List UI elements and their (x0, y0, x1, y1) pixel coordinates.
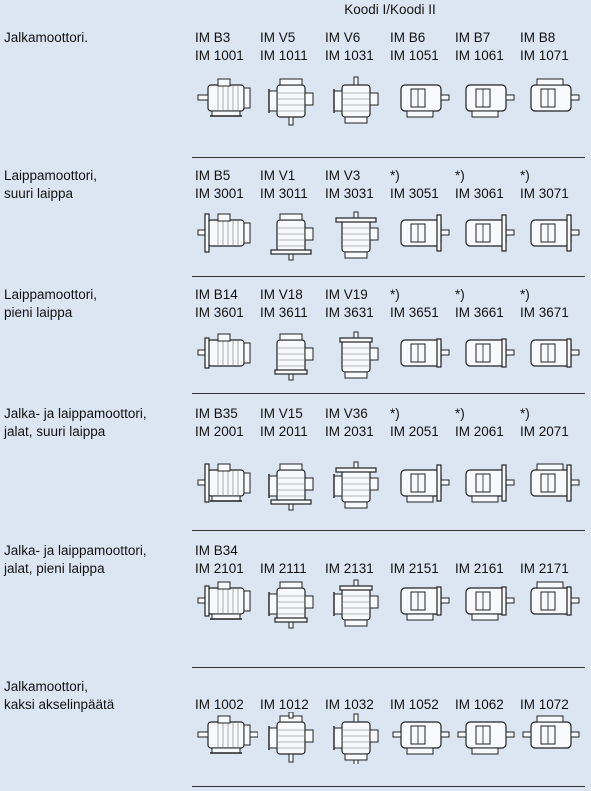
code-cell (260, 678, 326, 714)
code-i (195, 678, 261, 696)
small-flange-motor-icon (454, 330, 518, 382)
row-label (4, 286, 190, 322)
code-ii: IM 2131 (325, 561, 374, 576)
small-flange-motor-icon (389, 330, 453, 382)
code-i (325, 542, 391, 560)
code-i: *) (390, 406, 400, 421)
row-label-line: Jalka- ja laippamoottori, (4, 406, 147, 421)
code-cell (455, 678, 521, 714)
code-i: IM V6 (325, 30, 361, 45)
code-cell (455, 405, 521, 441)
row-divider (192, 276, 585, 277)
foot-side-mounted-motor-icon (454, 75, 518, 127)
row-label-line: jalat, pieni laippa (4, 561, 105, 576)
double-shaft-motor-icon (389, 712, 453, 764)
foot-large-flange-motor-icon (454, 460, 518, 512)
small-flange-horizontal-motor-icon (194, 330, 258, 382)
code-i: *) (390, 287, 400, 302)
code-ii: IM 3611 (260, 305, 308, 320)
double-shaft-motor-icon (519, 712, 583, 764)
code-i: IM V15 (260, 406, 303, 421)
code-i: IM V3 (325, 168, 361, 183)
code-ii: IM 1001 (195, 48, 244, 63)
code-ii: IM 1052 (390, 697, 439, 712)
large-flange-motor-icon (519, 210, 583, 262)
large-flange-motor-icon (389, 210, 453, 262)
code-ii: IM 2071 (520, 424, 569, 439)
code-i: IM B5 (195, 168, 231, 183)
code-cell (520, 542, 586, 578)
code-cell (260, 286, 326, 322)
code-ii: IM 1051 (390, 48, 439, 63)
double-shaft-vertical-down-motor-icon (259, 712, 323, 764)
code-i (325, 678, 391, 696)
code-cell (455, 286, 521, 322)
code-ii: IM 3601 (195, 305, 244, 320)
code-cell (195, 405, 261, 441)
code-ii: IM 1061 (455, 48, 504, 63)
code-i (260, 678, 326, 696)
code-i: IM B34 (195, 543, 238, 558)
large-flange-vertical-up-motor-icon (324, 210, 388, 262)
code-ii: IM 2031 (325, 424, 374, 439)
code-cell (455, 542, 521, 578)
code-ii: IM 1072 (520, 697, 569, 712)
code-cell (260, 29, 326, 65)
code-cell (520, 678, 586, 714)
code-ii: IM 2171 (520, 561, 569, 576)
foot-vertical-up-motor-icon (324, 75, 388, 127)
code-i: IM B14 (195, 287, 238, 302)
code-i (520, 542, 586, 560)
double-shaft-horizontal-motor-icon (194, 712, 258, 764)
code-cell (390, 167, 456, 203)
row-label-line: Laippamoottori, (4, 168, 98, 183)
foot-small-flange-vertical-down-motor-icon (259, 578, 323, 630)
code-i: *) (520, 168, 530, 183)
code-i: *) (520, 287, 530, 302)
code-cell (520, 167, 586, 203)
code-cell (455, 167, 521, 203)
code-ii: IM 1071 (520, 48, 569, 63)
code-ii: IM 3011 (260, 186, 308, 201)
code-cell (195, 678, 261, 714)
large-flange-horizontal-motor-icon (194, 210, 258, 262)
code-cell (260, 405, 326, 441)
code-ii: IM 2061 (455, 424, 504, 439)
code-ii: IM 1011 (260, 48, 308, 63)
code-i: IM V36 (325, 406, 368, 421)
row-label (4, 542, 190, 578)
code-cell (390, 678, 456, 714)
row-label (4, 405, 190, 441)
code-ii: IM 2111 (260, 561, 307, 576)
foot-small-flange-motor-icon (454, 578, 518, 630)
code-ii: IM 3631 (325, 305, 374, 320)
code-ii: IM 3651 (390, 305, 439, 320)
code-ii: IM 2101 (195, 561, 244, 576)
foot-large-flange-horizontal-motor-icon (194, 460, 258, 512)
code-cell (390, 29, 456, 65)
code-i: IM B8 (520, 30, 556, 45)
row-label-line: suuri laippa (4, 186, 74, 201)
foot-small-flange-horizontal-motor-icon (194, 578, 258, 630)
code-cell (195, 286, 261, 322)
row-label-line: Jalkamoottori, (4, 679, 89, 694)
code-i: IM V18 (260, 287, 303, 302)
foot-ceiling-mounted-motor-icon (519, 75, 583, 127)
small-flange-vertical-down-motor-icon (259, 330, 323, 382)
code-ii: IM 1032 (325, 697, 374, 712)
row-label-line: Jalka- ja laippamoottori, (4, 543, 147, 558)
code-i: IM B3 (195, 30, 231, 45)
row-label (4, 29, 190, 47)
code-cell (520, 29, 586, 65)
code-cell (195, 542, 261, 578)
row-divider (192, 393, 585, 394)
code-cell (195, 167, 261, 203)
code-ii: IM 1002 (195, 697, 244, 712)
foot-small-flange-motor-icon (519, 578, 583, 630)
code-ii: IM 3671 (520, 305, 569, 320)
code-cell (455, 29, 521, 65)
code-cell (325, 167, 391, 203)
code-i: *) (390, 168, 400, 183)
row-label (4, 167, 190, 203)
code-i: *) (455, 287, 465, 302)
code-i (390, 542, 456, 560)
small-flange-motor-icon (519, 330, 583, 382)
code-i: IM B35 (195, 406, 238, 421)
foot-small-flange-vertical-up-motor-icon (324, 578, 388, 630)
row-divider (192, 530, 585, 531)
code-cell (195, 29, 261, 65)
code-i: IM B7 (455, 30, 491, 45)
code-ii: IM 3071 (520, 186, 569, 201)
code-cell (325, 29, 391, 65)
row-divider (192, 786, 585, 787)
row-label (4, 678, 190, 714)
code-ii: IM 2001 (195, 424, 244, 439)
code-cell (260, 542, 326, 578)
code-ii: IM 3001 (195, 186, 244, 201)
row-label-line: Laippamoottori, (4, 287, 98, 302)
small-flange-vertical-up-motor-icon (324, 330, 388, 382)
code-cell (325, 542, 391, 578)
code-cell (325, 678, 391, 714)
large-flange-vertical-down-motor-icon (259, 210, 323, 262)
row-label-line: kaksi akselinpäätä (4, 697, 115, 712)
code-i: IM V19 (325, 287, 368, 302)
row-divider (192, 157, 585, 158)
code-ii: IM 1031 (325, 48, 374, 63)
code-i: IM B6 (390, 30, 426, 45)
large-flange-motor-icon (454, 210, 518, 262)
foot-large-flange-motor-icon (389, 460, 453, 512)
code-i (455, 678, 521, 696)
code-i: IM V5 (260, 30, 296, 45)
code-i (455, 542, 521, 560)
code-cell (520, 286, 586, 322)
double-shaft-motor-icon (454, 712, 518, 764)
code-i: IM V1 (260, 168, 296, 183)
code-i (260, 542, 326, 560)
row-label-line: jalat, suuri laippa (4, 424, 106, 439)
code-ii: IM 2151 (390, 561, 439, 576)
code-cell (390, 286, 456, 322)
code-ii: IM 2051 (390, 424, 439, 439)
foot-large-flange-vertical-up-motor-icon (324, 460, 388, 512)
code-ii: IM 3661 (455, 305, 504, 320)
code-i (390, 678, 456, 696)
code-ii: IM 1062 (455, 697, 504, 712)
code-cell (325, 286, 391, 322)
foot-vertical-down-motor-icon (259, 75, 323, 127)
foot-small-flange-motor-icon (389, 578, 453, 630)
code-cell (520, 405, 586, 441)
code-ii: IM 3031 (325, 186, 374, 201)
code-i: *) (455, 168, 465, 183)
foot-horizontal-motor-icon (194, 75, 258, 127)
foot-side-mounted-motor-icon (389, 75, 453, 127)
double-shaft-vertical-up-motor-icon (324, 712, 388, 764)
row-divider (192, 667, 585, 668)
code-cell (390, 405, 456, 441)
foot-large-flange-vertical-down-motor-icon (259, 460, 323, 512)
column-header: Koodi I/Koodi II (344, 2, 436, 17)
row-label-line: Jalkamoottori. (4, 30, 89, 45)
code-i: *) (455, 406, 465, 421)
code-ii: IM 3061 (455, 186, 504, 201)
code-cell (260, 167, 326, 203)
code-cell (390, 542, 456, 578)
code-i: *) (520, 406, 530, 421)
foot-large-flange-motor-icon (519, 460, 583, 512)
code-i (520, 678, 586, 696)
code-cell (325, 405, 391, 441)
row-label-line: pieni laippa (4, 305, 73, 320)
code-ii: IM 2161 (455, 561, 504, 576)
code-ii: IM 2011 (260, 424, 308, 439)
code-ii: IM 3051 (390, 186, 439, 201)
code-ii: IM 1012 (260, 697, 309, 712)
